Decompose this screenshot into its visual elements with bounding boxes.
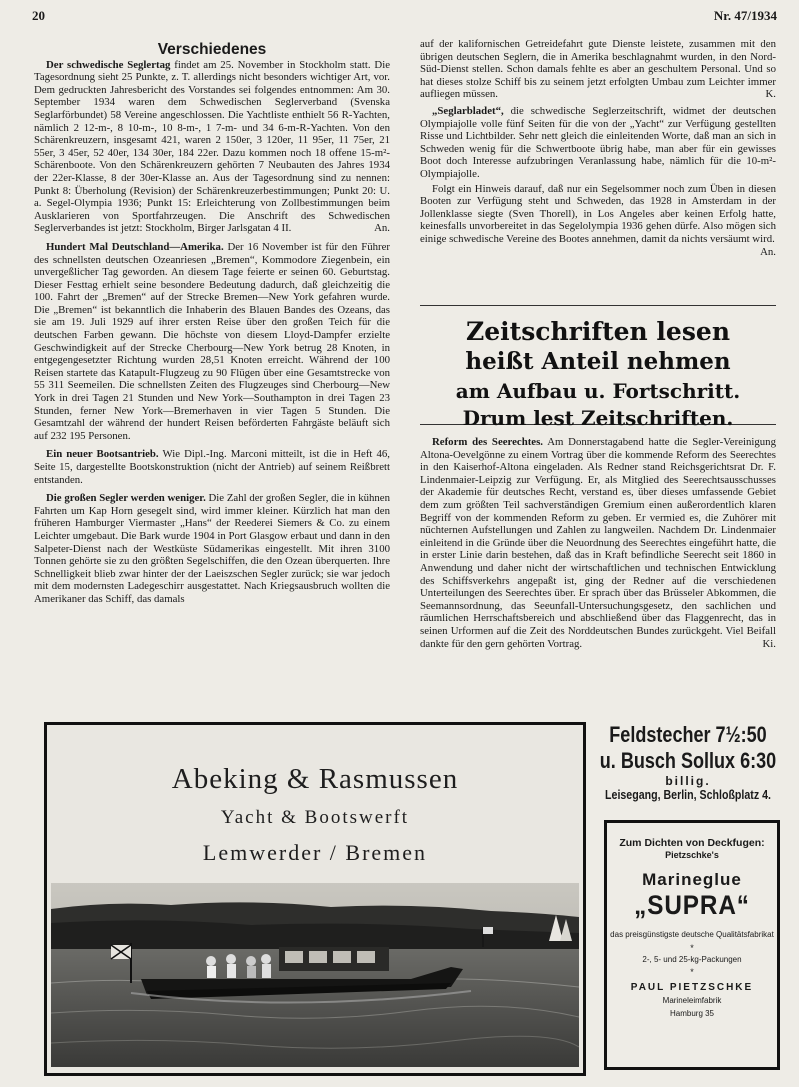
- ad-line: billig.: [665, 774, 711, 788]
- feldstecher-ad: [598, 722, 778, 814]
- article-seglertag: [34, 59, 390, 235]
- article-seerecht: [420, 436, 776, 650]
- ad-subtitle: Yacht & Bootswerft: [220, 807, 410, 828]
- marineglue-ad: [604, 820, 780, 1070]
- slogan-line: Drum lest Zeitschriften.: [462, 406, 734, 430]
- article-title: Die großen Segler werden weniger.: [46, 492, 206, 505]
- right-column-bottom: [420, 436, 776, 652]
- article-title: Ein neuer Bootsantrieb.: [46, 448, 159, 461]
- page-number: 20: [32, 8, 45, 23]
- article-bremen: [34, 241, 390, 443]
- article-title: Reform des Seerechtes.: [432, 436, 543, 448]
- ad-product: Marineglue: [642, 870, 742, 889]
- article-body: findet am 25. November in Stockholm statt. Die Tagesordnung sieht 25 Punkte, z. T. allerdings nicht besonders wichtiger Art, vor. Dem gedruckten Jahresbericht des Vorstandes sei folgendes entnommen: Am 30. September 1934 waren dem Schwedischen Seglerverband (Svenska Seglarförbundet) 58 Vereine angeschlossen. Die Yachtliste enthielt 56 R-Yachten, nämlich 2 12-m-, 8 10-m-, 10 8-m-, 1 7-m- und 34 6-m-R-Yachten. Von den Schärenkreuzern, insgesamt 421, waren 2 150er, 3 120er, 11 95er, 11 75er, 21 55er, 3 45er, 52 40er, 134 30er, 184 22er. Dazu kommen noch 18 offene 15-m²-Schärenboote. Von den Schärenkreuzern gehörten 7 Neubauten des Jahres 1934 der 22er-Klasse, 8 der 30er-Klasse an. Aus der Tagesordnung sind zu nennen: Punkt 8: Überholung (Revision) der Schärenkreuzerbestimmungen; Punkt 20: U. a. Segel-Olympia 1936; Punkt 15: Erleichterung von Zollbestimmungen beim Ausklarieren von Sportfahrzeugen. Die Anschrift des Schwedischen Seglerverbandes ist jetzt: Stockholm, Birger Jarlsgatan 4 II.: [34, 58, 390, 235]
- ad-line: u. Busch Sollux 6:30: [599, 748, 777, 773]
- article-body: Am Donnerstagabend hatte die Segler-Vereinigung Altona-Oevelgönne zu einem Vortrag über die kommende Reform des Seerechtes in den Kaiserhof-Altona eingeladen. Als Redner stand Reichsgerichtsrat Dr. F. Lindenmaier-Leipzig zur Verfügung. Er, als Mitglied des Seerechtsausschusses der Akademie für deutsches Recht, verstand es, über dieses umfassende Gebiet dem zum größten Teil sachverständigen Gremium einen außerordentlich klaren Begriff von der kommenden Reform zu geben. Er vermied es, die Zuhörer mit nüchternen Aufstellungen und Zahlen zu langweilen. Nachdem Dr. Lindenmaier einleitend in die Gründe über die Neuordnung des Seerechtes eingeführt hatte, die in erster Linie darin bestehen, daß das in Kraft befindliche Seerecht seit 1860 in Anwendung und daher nicht der wirtschaftlichen und technischen Entwicklung des Schiffsverkehrs angepaßt ist, ging der Redner auf die verschiedenen Unterteilungen des Seerechtes über. Er sprach über das Brüsseler Abkommen, die Seemannsordnung, das Seeunfall-Untersuchungsgesetz, den sachlichen und räumlichen Herrschaftsbereich und abschließend über das Flaggenrecht, das in seinen Urformen auf die Zeit des Norddeutschen Bundes zurückgeht. Viel Beifall dankte für den gern gehörten Vortrag.: [420, 436, 776, 650]
- ad-packs: 2-, 5- und 25-kg-Packungen: [642, 955, 742, 964]
- signature: Ki.: [762, 637, 776, 650]
- ad-star: *: [690, 943, 694, 953]
- ad-line: Leisegang, Berlin, Schloßplatz 4.: [605, 788, 771, 802]
- slogan-line: Zeitschriften lesen: [466, 317, 730, 346]
- article-body: Wie Dipl.-Ing. Marconi mitteilt, ist die in Heft 46, Seite 15, dargestellte Bootskonstruktion (nicht der Antrieb) auf seinem Reißbrett entstanden.: [34, 448, 390, 486]
- article-seglarbladet: [420, 105, 776, 181]
- article-body: auf der kalifornischen Getreidefahrt gute Dienste leistete, zusammen mit den übrigen deutschen Seglern, die in Amerika beschlagnahmt wurden, in den Nord-Süd-Dienst stellen. Schon damals fehlte es aber an geschultem Personal. Und so hat dieses stolze Schiff bis zu seinem jetzt erfolgten Umbau zum Leichter immer aufliegen müssen.: [420, 38, 776, 101]
- ad-company-name: Abeking & Rasmussen: [171, 763, 459, 795]
- slogan-line: am Aufbau u. Fortschritt.: [455, 379, 741, 403]
- article-continuation: [420, 38, 776, 101]
- ad-intro: Zum Dichten von Deckfugen:: [619, 837, 765, 849]
- right-column-top: [420, 38, 776, 258]
- ad-brand: „SUPRA“: [634, 890, 750, 920]
- article-segler: [34, 492, 390, 605]
- article-seglarbladet-2: [420, 182, 776, 258]
- section-title: Verschiedenes: [157, 41, 267, 58]
- ad-city: Lemwerder / Bremen: [202, 840, 428, 865]
- ad-factory: Marineleimfabrik: [662, 996, 722, 1005]
- ad-description: das preisgünstigste deutsche Qualitätsfabrikat: [610, 930, 774, 939]
- article-body: Der 16 November ist für den Führer des schnellsten deutschen Ozeanriesen „Bremen“, Kommodore Ziegenbein, ein unvergeßlicher Tag geworden. An diesem Tage feierte er seinen 60. Geburtstag. Dieser Festtag erhielt seine besondere Bedeutung dadurch, daß gleichzeitig die 100. Fahrt der „Bremen“ auf der Strecke Bremen—New York gefahren wurde. Die „Bremen“ ist bekanntlich die Inhaberin des Blauen Bandes des Ozeans, das sie am 19. Juli 1929 auf ihrer ersten Reise über den großen Teich für die deutschen Farben gewann. Die höchste von diesem Lloyd-Dampfer erzielte Geschwindigkeit auf der Strecke Cherbourg—New York betrug 28 Knoten, in entgegengesetzter Richtung wurden 28,51 Knoten erreicht. Während der 100 Reisen startete das Katapult-Flugzeug zu 90 Flügen über eine Gesamtstrecke von 55 311 Seemeilen. Die schnellsten Zeiten des Flugzeuges sind Cherbourg—New York in drei Tagen 21 Stunden und New York—Southampton in drei Tagen 23 Stunden, ferner New York—Bremerhaven in vier Tagen 5 Stunden. Die Gesamtzahl der während der hundert Reisen beförderten Fahrgäste beläuft sich auf 232 195 Personen.: [34, 240, 390, 442]
- ad-line: Feldstecher 7½:50: [609, 722, 767, 747]
- article-body: die schwedische Seglerzeitschrift, widmet der deutschen Olympiajolle volle fünf Seiten für die von der „Yacht“ zur Verfügung gestellten Risse und Lichtbilder. Sehr nett gleich die einleitenden Worte, daß man an sich in Schweden wenig für die Schwertboote übrig habe, man aber für ein gewisses Boot doch Interesse aufzubringen Veranlassung habe, nämlich für die 10-m²-Olympiajolle.: [420, 104, 776, 180]
- article-title: Der schwedische Seglertag: [46, 58, 171, 71]
- abeking-rasmussen-ad: [44, 722, 586, 1076]
- article-title: „Seglarbladet“,: [432, 104, 504, 117]
- signature: An.: [374, 222, 390, 235]
- ad-maker: Pietzschke's: [665, 850, 719, 860]
- article-body: Folgt ein Hinweis darauf, daß nur ein Segelsommer noch zum Üben in diesen Booten zur Verfügung steht und Schweden, das 1928 in Amsterdam in der Jollenklasse siegte (Sven Thorell), in Los Angeles aber keinen Erfolg hatte, keinesfalls unvorbereitet in das Segelolympia 1936 gehen dürfe. Also mögen sich einige schwedische Vereine des Bootes annehmen, damit da nichts versäumt wird.: [420, 182, 776, 245]
- article-bootsantrieb: [34, 448, 390, 486]
- article-title: Hundert Mal Deutschland—Amerika.: [46, 240, 224, 253]
- article-body: Die Zahl der großen Segler, die in kühnen Fahrten um Kap Horn gesegelt sind, wird immer kleiner. Kürzlich hat man den früheren Hamburger Viermaster „Hans“ der Reederei Siemers & Co. zu einem Leichter umgebaut. Die Bark wurde 1904 in Port Glasgow erbaut und dann in den Salpeter-Dienst nach der Westküste Südamerikas eingestellt. Mit ihren 3100 Tonnen gehörte sie zu den größten Segelschiffen, die den Ozean überquerten. Ihre Schnelligkeit blieb zwar hinter der der Laeiszschen Segler zurück; sie war jedoch mit dem modernsten Ladegeschirr ausgestattet. Nach Kriegsausbruch wollten die Amerikaner das Schiff, das damals: [34, 492, 390, 605]
- ad-city: Hamburg 35: [669, 1009, 715, 1018]
- motor-yacht-photo: [51, 883, 579, 1067]
- issue-number: Nr. 47/1934: [713, 8, 777, 23]
- ad-company: PAUL PIETZSCHKE: [630, 982, 754, 993]
- signature: An.: [760, 245, 776, 258]
- ad-star: *: [690, 967, 694, 977]
- signature: K.: [765, 88, 776, 101]
- slogan-box: [420, 305, 776, 430]
- left-column: [34, 41, 390, 608]
- slogan-line: heißt Anteil nehmen: [465, 348, 731, 375]
